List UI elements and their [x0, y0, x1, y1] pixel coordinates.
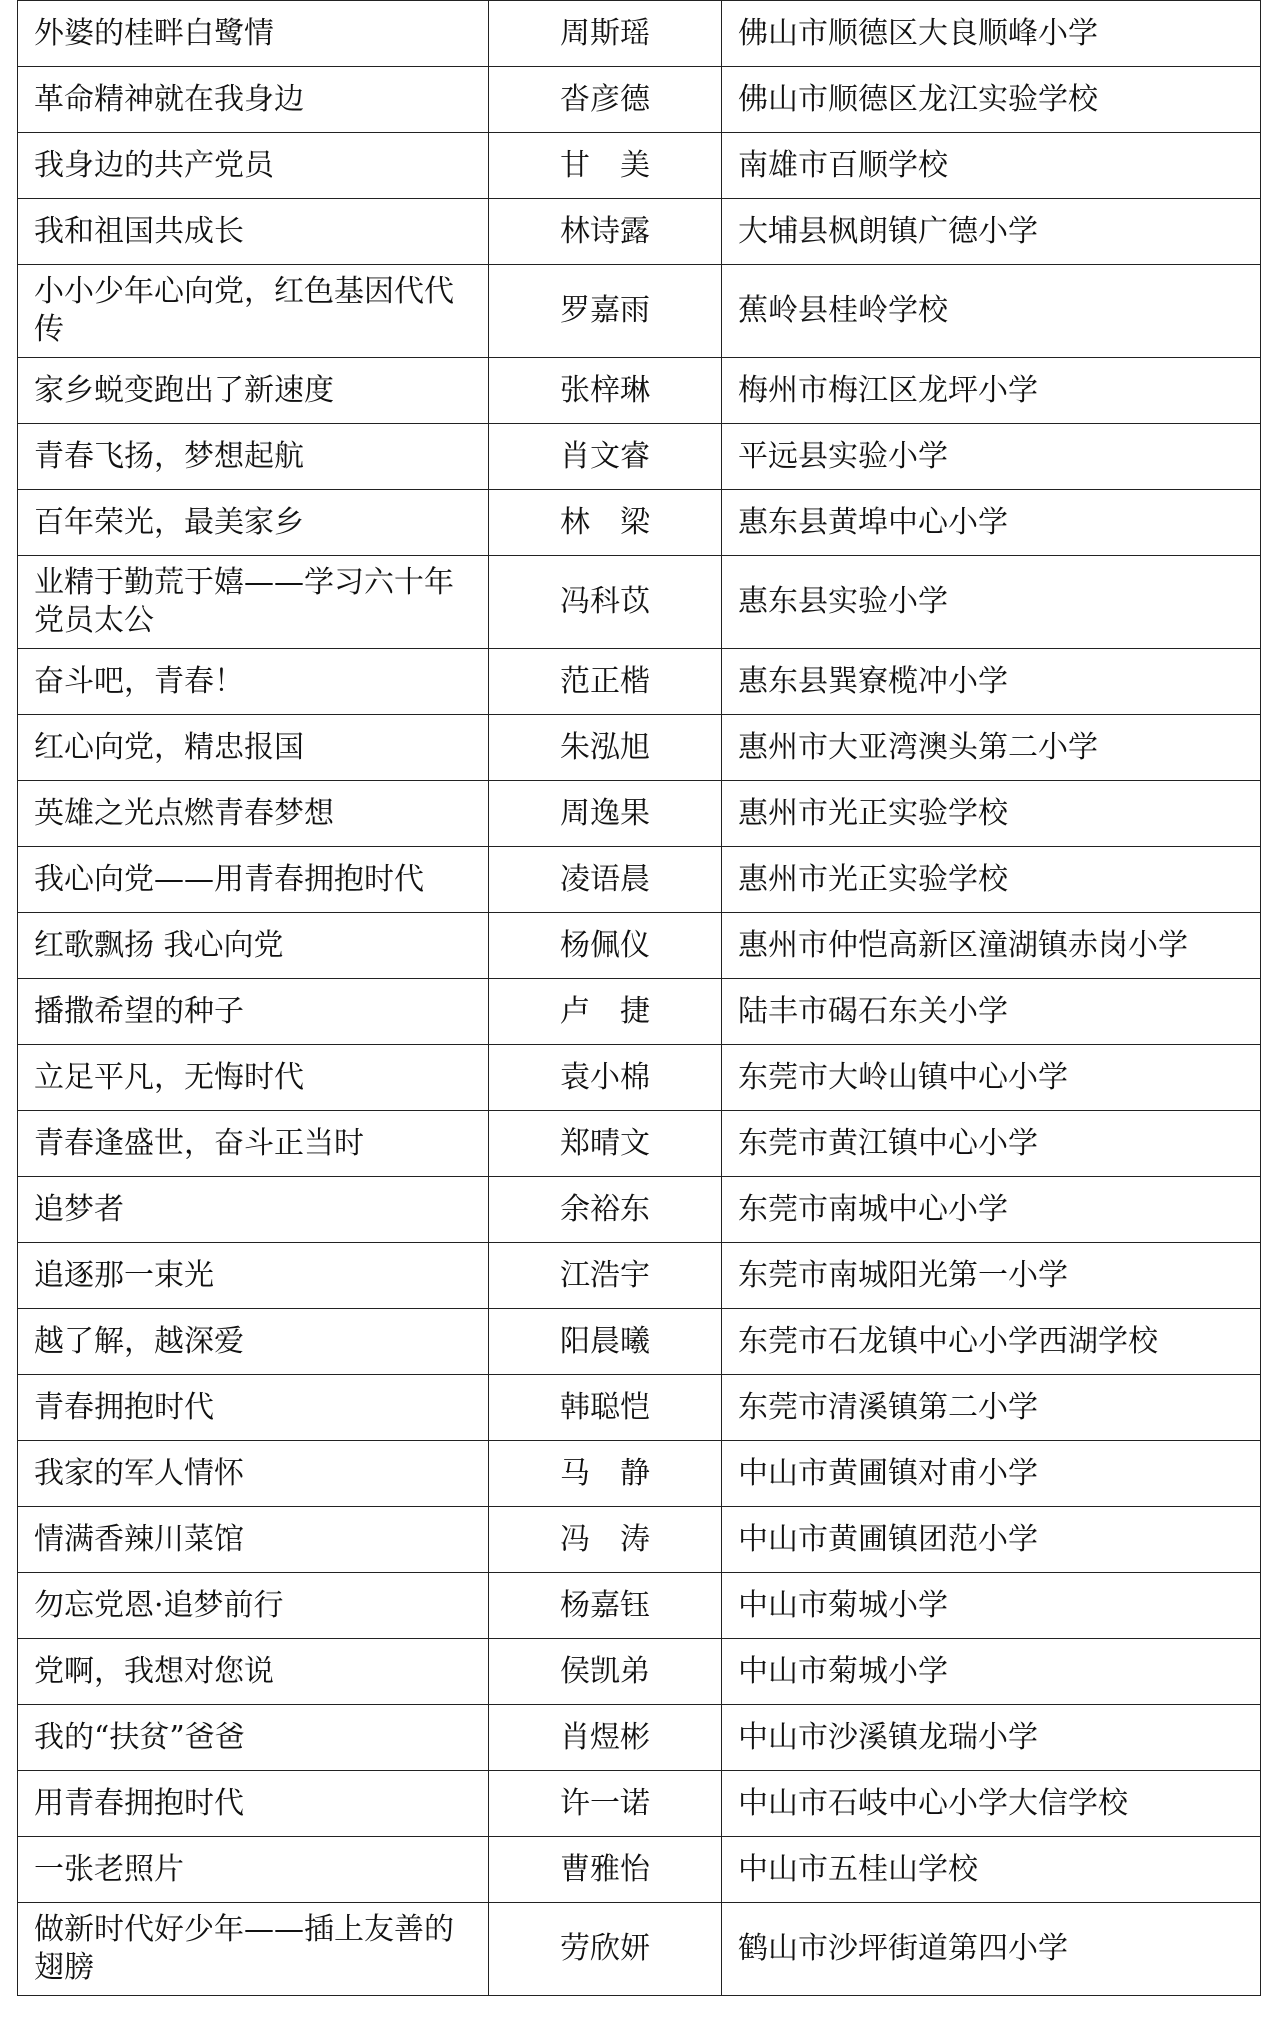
table-row: [18, 1111, 1261, 1177]
table-row: [18, 1045, 1261, 1111]
entry-title-cell: 我身边的共产党员: [18, 133, 489, 199]
table-row: [18, 1705, 1261, 1771]
author-name-cell: 范正楷: [489, 649, 722, 715]
entry-title-cell: 奋斗吧，青春！: [18, 649, 489, 715]
table-row: [18, 133, 1261, 199]
author-name-cell: 侯凯弟: [489, 1639, 722, 1705]
entry-title-cell: 播撒希望的种子: [18, 979, 489, 1045]
school-name-cell: 惠州市大亚湾澳头第二小学: [722, 715, 1261, 781]
entry-title-cell: 党啊，我想对您说: [18, 1639, 489, 1705]
author-name-cell: 余裕东: [489, 1177, 722, 1243]
entry-title-cell: 革命精神就在我身边: [18, 67, 489, 133]
author-name-cell: 朱泓旭: [489, 715, 722, 781]
entry-title-cell: 追逐那一束光: [18, 1243, 489, 1309]
school-name-cell: 中山市黄圃镇对甫小学: [722, 1441, 1261, 1507]
entry-title-cell: 家乡蜕变跑出了新速度: [18, 358, 489, 424]
author-name-cell: 林诗露: [489, 199, 722, 265]
entry-title-cell: 用青春拥抱时代: [18, 1771, 489, 1837]
school-name-cell: 东莞市石龙镇中心小学西湖学校: [722, 1309, 1261, 1375]
award-list-body: [18, 1, 1261, 1996]
school-name-cell: 惠东县黄埠中心小学: [722, 490, 1261, 556]
entry-title-cell: 业精于勤荒于嬉——学习六十年党员太公: [18, 556, 489, 649]
table-row: [18, 1441, 1261, 1507]
entry-title-cell: 我和祖国共成长: [18, 199, 489, 265]
table-row: [18, 847, 1261, 913]
school-name-cell: 东莞市清溪镇第二小学: [722, 1375, 1261, 1441]
author-name-cell: 江浩宇: [489, 1243, 722, 1309]
table-row: [18, 1309, 1261, 1375]
entry-title-cell: 青春飞扬，梦想起航: [18, 424, 489, 490]
school-name-cell: 惠东县实验小学: [722, 556, 1261, 649]
author-name-cell: 郑晴文: [489, 1111, 722, 1177]
school-name-cell: 惠州市光正实验学校: [722, 781, 1261, 847]
author-name-cell: 肖文睿: [489, 424, 722, 490]
award-list-table: [17, 0, 1261, 1996]
table-row: [18, 1375, 1261, 1441]
table-row: [18, 1771, 1261, 1837]
school-name-cell: 中山市五桂山学校: [722, 1837, 1261, 1903]
author-name-cell: 曹雅怡: [489, 1837, 722, 1903]
school-name-cell: 东莞市南城阳光第一小学: [722, 1243, 1261, 1309]
school-name-cell: 惠州市光正实验学校: [722, 847, 1261, 913]
table-row: [18, 1903, 1261, 1996]
entry-title-cell: 红歌飘扬 我心向党: [18, 913, 489, 979]
school-name-cell: 东莞市大岭山镇中心小学: [722, 1045, 1261, 1111]
table-row: [18, 67, 1261, 133]
entry-title-cell: 越了解，越深爱: [18, 1309, 489, 1375]
author-name-cell: 周斯瑶: [489, 1, 722, 67]
author-name-cell: 马 静: [489, 1441, 722, 1507]
author-name-cell: 罗嘉雨: [489, 265, 722, 358]
entry-title-cell: 外婆的桂畔白鹭情: [18, 1, 489, 67]
entry-title-cell: 立足平凡，无悔时代: [18, 1045, 489, 1111]
school-name-cell: 中山市菊城小学: [722, 1573, 1261, 1639]
school-name-cell: 东莞市黄江镇中心小学: [722, 1111, 1261, 1177]
author-name-cell: 林 梁: [489, 490, 722, 556]
table-row: [18, 1, 1261, 67]
table-row: [18, 979, 1261, 1045]
school-name-cell: 东莞市南城中心小学: [722, 1177, 1261, 1243]
author-name-cell: 杨嘉钰: [489, 1573, 722, 1639]
table-row: [18, 265, 1261, 358]
entry-title-cell: 青春拥抱时代: [18, 1375, 489, 1441]
entry-title-cell: 红心向党，精忠报国: [18, 715, 489, 781]
school-name-cell: 中山市黄圃镇团范小学: [722, 1507, 1261, 1573]
entry-title-cell: 勿忘党恩·追梦前行: [18, 1573, 489, 1639]
author-name-cell: 凌语晨: [489, 847, 722, 913]
author-name-cell: 张梓琳: [489, 358, 722, 424]
entry-title-cell: 青春逢盛世，奋斗正当时: [18, 1111, 489, 1177]
school-name-cell: 陆丰市碣石东关小学: [722, 979, 1261, 1045]
table-row: [18, 199, 1261, 265]
table-row: [18, 1837, 1261, 1903]
table-row: [18, 1243, 1261, 1309]
school-name-cell: 中山市石岐中心小学大信学校: [722, 1771, 1261, 1837]
entry-title-cell: 一张老照片: [18, 1837, 489, 1903]
author-name-cell: 韩聪恺: [489, 1375, 722, 1441]
school-name-cell: 梅州市梅江区龙坪小学: [722, 358, 1261, 424]
school-name-cell: 中山市菊城小学: [722, 1639, 1261, 1705]
school-name-cell: 中山市沙溪镇龙瑞小学: [722, 1705, 1261, 1771]
entry-title-cell: 我家的军人情怀: [18, 1441, 489, 1507]
school-name-cell: 鹤山市沙坪街道第四小学: [722, 1903, 1261, 1996]
entry-title-cell: 小小少年心向党，红色基因代代传: [18, 265, 489, 358]
school-name-cell: 佛山市顺德区大良顺峰小学: [722, 1, 1261, 67]
author-name-cell: 周逸果: [489, 781, 722, 847]
entry-title-cell: 做新时代好少年——插上友善的翅膀: [18, 1903, 489, 1996]
table-row: [18, 1507, 1261, 1573]
school-name-cell: 蕉岭县桂岭学校: [722, 265, 1261, 358]
author-name-cell: 肖煜彬: [489, 1705, 722, 1771]
author-name-cell: 许一诺: [489, 1771, 722, 1837]
entry-title-cell: 我心向党——用青春拥抱时代: [18, 847, 489, 913]
school-name-cell: 惠州市仲恺高新区潼湖镇赤岗小学: [722, 913, 1261, 979]
table-row: [18, 1177, 1261, 1243]
author-name-cell: 甘 美: [489, 133, 722, 199]
school-name-cell: 惠东县巽寮榄冲小学: [722, 649, 1261, 715]
author-name-cell: 袁小棉: [489, 1045, 722, 1111]
author-name-cell: 杨佩仪: [489, 913, 722, 979]
author-name-cell: 劳欣妍: [489, 1903, 722, 1996]
entry-title-cell: 情满香辣川菜馆: [18, 1507, 489, 1573]
table-row: [18, 913, 1261, 979]
table-row: [18, 358, 1261, 424]
table-row: [18, 490, 1261, 556]
entry-title-cell: 百年荣光，最美家乡: [18, 490, 489, 556]
table-row: [18, 715, 1261, 781]
author-name-cell: 阳晨曦: [489, 1309, 722, 1375]
table-row: [18, 1639, 1261, 1705]
author-name-cell: 冯 涛: [489, 1507, 722, 1573]
school-name-cell: 平远县实验小学: [722, 424, 1261, 490]
school-name-cell: 南雄市百顺学校: [722, 133, 1261, 199]
author-name-cell: 沓彦德: [489, 67, 722, 133]
entry-title-cell: 英雄之光点燃青春梦想: [18, 781, 489, 847]
table-row: [18, 556, 1261, 649]
school-name-cell: 佛山市顺德区龙江实验学校: [722, 67, 1261, 133]
author-name-cell: 冯科苡: [489, 556, 722, 649]
entry-title-cell: 追梦者: [18, 1177, 489, 1243]
table-row: [18, 424, 1261, 490]
table-row: [18, 649, 1261, 715]
table-row: [18, 781, 1261, 847]
entry-title-cell: 我的“扶贫”爸爸: [18, 1705, 489, 1771]
table-row: [18, 1573, 1261, 1639]
school-name-cell: 大埔县枫朗镇广德小学: [722, 199, 1261, 265]
author-name-cell: 卢 捷: [489, 979, 722, 1045]
